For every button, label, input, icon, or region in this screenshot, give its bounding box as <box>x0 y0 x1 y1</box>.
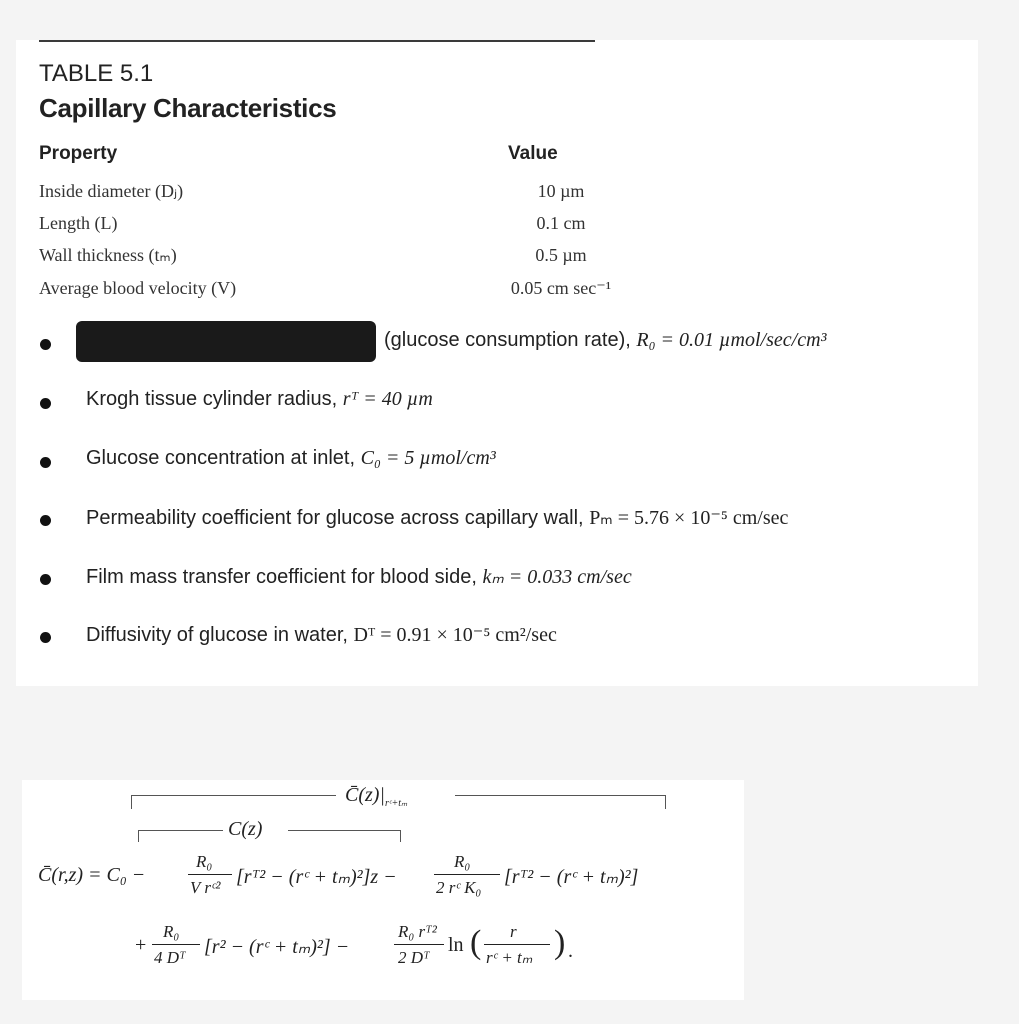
bullet-dot <box>40 398 51 409</box>
row-value: 0.05 cm sec⁻¹ <box>510 278 612 298</box>
equation-lhs: C̄(r,z) = C₀ − <box>38 864 146 886</box>
bullet-math: rᵀ = 40 µm <box>342 388 433 410</box>
table-row <box>39 245 659 275</box>
row-value: 10 µm <box>537 181 585 201</box>
frac1-num: R₀ <box>196 852 213 871</box>
frac2-bar <box>434 874 500 875</box>
bracket2: [rᵀ² − (rᶜ + tₘ)²] <box>504 866 639 888</box>
frac5-num: r <box>510 922 517 941</box>
row-value: 0.1 cm <box>536 213 586 233</box>
bullet-text: Krogh tissue cylinder radius, <box>86 388 338 410</box>
bullet-math: C₀ = 5 µmol/cm³ <box>360 447 496 469</box>
frac5-bar <box>484 944 550 945</box>
list-item <box>40 505 960 539</box>
equation-panel <box>22 780 744 1000</box>
frac4-den: 2 Dᵀ <box>398 948 430 967</box>
frac3-bar <box>152 944 200 945</box>
table-row <box>39 278 659 308</box>
bullet-text: Permeability coefficient for glucose across capillary wall, <box>86 507 584 529</box>
bullet-math: Dᵀ = 0.91 × 10⁻⁵ cm²/sec <box>353 624 557 646</box>
frac4-bar <box>394 944 444 945</box>
table-label: TABLE 5.1 <box>39 60 154 87</box>
top-rule <box>39 40 595 42</box>
outer-bracket-left <box>131 795 336 796</box>
inner-bracket-right-tick <box>400 830 401 842</box>
row-property: Inside diameter (Dⱼ) <box>39 181 184 201</box>
table-row <box>39 213 659 243</box>
bullet-text: (glucose consumption rate), <box>384 329 631 351</box>
outer-bracket-left-tick <box>131 795 132 809</box>
row-property: Wall thickness (tₘ) <box>39 245 177 265</box>
row-property: Average blood velocity (V) <box>39 278 237 298</box>
table-row <box>39 181 659 211</box>
frac3-den: 4 Dᵀ <box>154 948 186 967</box>
list-item <box>40 564 960 598</box>
bracket3: [r² − (rᶜ + tₘ)²] − <box>204 936 350 958</box>
inner-bracket-right <box>288 830 400 831</box>
ln-operator: ln <box>448 934 464 956</box>
inner-bracket-left-tick <box>138 830 139 842</box>
list-item <box>40 447 960 481</box>
frac3-num: R₀ <box>163 922 180 941</box>
inner-bracket-left <box>138 830 223 831</box>
list-item <box>40 622 960 656</box>
frac2-num: R₀ <box>454 852 471 871</box>
bullet-text: Film mass transfer coefficient for blood side, <box>86 566 477 588</box>
outer-bracket-right-tick <box>665 795 666 809</box>
plus-sign: + <box>135 934 147 956</box>
frac2-den: 2 rᶜ K₀ <box>436 878 482 897</box>
list-item <box>40 329 960 363</box>
inner-bracket-label: C(z) <box>228 818 263 840</box>
bullet-dot <box>40 339 51 350</box>
header-property: Property <box>39 143 118 164</box>
bullet-dot <box>40 632 51 643</box>
list-item <box>40 388 960 422</box>
paren-close: ) <box>554 924 566 961</box>
table-title: Capillary Characteristics <box>39 93 337 123</box>
bullet-dot <box>40 574 51 585</box>
equation-period: . <box>568 940 573 962</box>
outer-bracket-label: $C̄(z)|_{rᶜ+t_m}$ <box>345 784 408 809</box>
paren-open: ( <box>470 924 482 961</box>
bracket1: [rᵀ² − (rᶜ + tₘ)²]z − <box>236 866 397 888</box>
bullet-math: Pₘ = 5.76 × 10⁻⁵ cm/sec <box>589 507 789 529</box>
frac1-bar <box>188 874 232 875</box>
bullet-math: R₀ = 0.01 µmol/sec/cm³ <box>636 329 827 351</box>
frac4-num: R₀ rᵀ² <box>398 922 437 941</box>
bullet-dot <box>40 515 51 526</box>
row-value: 0.5 µm <box>535 245 587 265</box>
outer-bracket-right <box>455 795 665 796</box>
header-value: Value <box>508 143 558 164</box>
frac1-den: V rᶜ² <box>190 878 221 897</box>
bullet-text: Diffusivity of glucose in water, <box>86 624 348 646</box>
frac5-den: rᶜ + tₘ <box>486 948 533 967</box>
bullet-dot <box>40 457 51 468</box>
row-property: Length (L) <box>39 213 118 233</box>
bullet-math: kₘ = 0.033 cm/sec <box>482 566 632 588</box>
bullet-text: Glucose concentration at inlet, <box>86 447 356 469</box>
